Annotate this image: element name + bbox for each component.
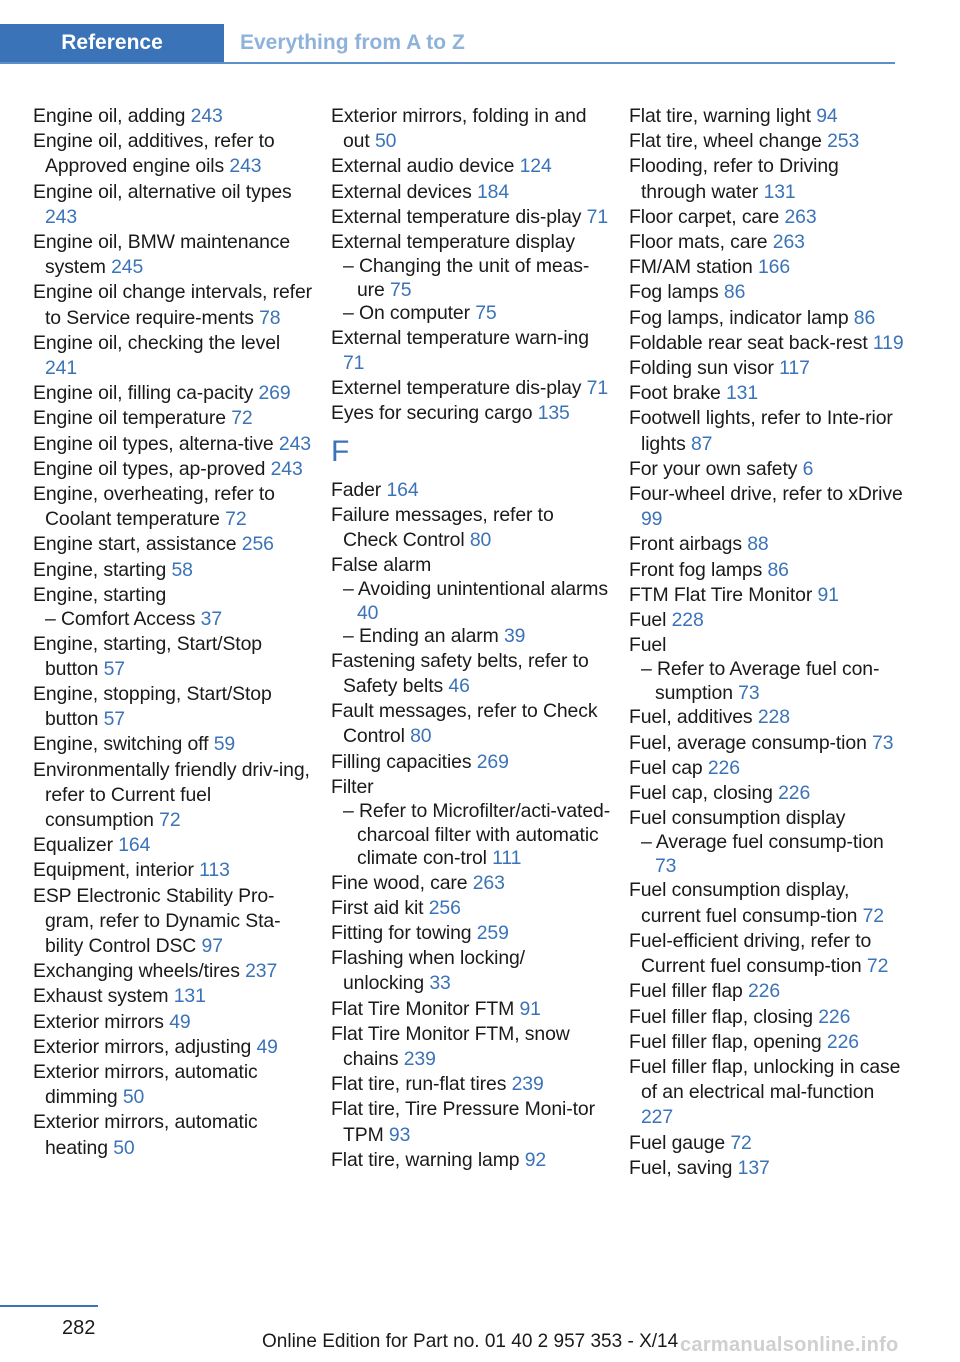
index-subentry <box>331 625 611 649</box>
entry-text: Flashing when locking/ unlocking <box>331 947 525 995</box>
page-link[interactable]: 71 <box>343 351 365 374</box>
index-column-3 <box>629 104 909 1181</box>
entry-text: Flat tire, run-flat tires <box>331 1073 512 1096</box>
page-link[interactable]: 97 <box>201 935 223 957</box>
page-link[interactable]: 237 <box>245 960 278 983</box>
entry-text: ESP Electronic Stability Pro‐gram, refer to Dynamic Sta‐bility Control DSC <box>33 884 281 957</box>
page-link[interactable]: 226 <box>818 1005 851 1028</box>
entry-text: Engine, starting <box>33 583 167 606</box>
page-link[interactable]: 131 <box>725 382 759 405</box>
page-link[interactable]: 75 <box>475 302 497 325</box>
page-link[interactable]: 50 <box>374 130 397 153</box>
page-link[interactable]: 40 <box>357 601 379 624</box>
page-link[interactable]: 46 <box>448 675 470 698</box>
index-subentry <box>331 255 611 302</box>
page-link[interactable]: 226 <box>748 980 781 1003</box>
page-link[interactable]: 72 <box>231 407 253 430</box>
entry-text: Fog lamps <box>629 281 724 304</box>
entry-text: Fog lamps, indicator lamp <box>629 306 854 329</box>
entry-text: External audio device <box>331 155 520 178</box>
index-entry <box>629 781 909 806</box>
index-entry <box>629 1030 909 1055</box>
index-entry <box>629 129 909 154</box>
entry-text: Fuel filler flap <box>629 980 748 1003</box>
index-entry <box>629 756 909 781</box>
page-link[interactable]: 239 <box>403 1047 436 1070</box>
entry-text: – Ending an alarm <box>343 625 504 648</box>
entry-text: Flat Tire Monitor FTM, snow chains <box>331 1022 570 1070</box>
index-entry <box>629 705 909 730</box>
page-link[interactable]: 39 <box>503 625 526 648</box>
entry-text: Environmentally friendly driv‐ing, refer to Current fuel consumption <box>33 758 310 831</box>
page-link[interactable]: 124 <box>519 155 552 178</box>
page-link[interactable]: 73 <box>872 731 894 754</box>
index-entry <box>629 532 909 557</box>
entry-text: Exterior mirrors, folding in and out <box>331 105 587 153</box>
entry-text: Engine oil temperature <box>33 407 232 430</box>
index-entry <box>33 280 313 330</box>
page-link[interactable]: 37 <box>200 608 223 631</box>
page-header <box>0 24 895 64</box>
entry-text: Fuel, additives <box>629 706 758 729</box>
entry-text: Engine oil, checking the level <box>33 331 281 354</box>
index-entry <box>331 503 611 553</box>
page-link[interactable]: 184 <box>476 180 510 203</box>
page-link[interactable]: 80 <box>469 528 492 551</box>
index-letter-heading: F <box>331 434 350 468</box>
entry-text: Exchanging wheels/tires <box>33 960 246 983</box>
page-link[interactable]: 75 <box>390 278 412 301</box>
page-link[interactable]: 253 <box>827 130 860 153</box>
index-entry <box>33 732 313 757</box>
page-link[interactable]: 245 <box>111 256 144 279</box>
index-entry <box>33 558 313 583</box>
index-entry <box>331 921 611 946</box>
watermark: carmanualsonline.info <box>680 1334 899 1356</box>
page-link[interactable]: 226 <box>826 1030 859 1053</box>
index-entry <box>629 356 909 381</box>
index-subentry <box>331 302 611 326</box>
index-entry <box>33 532 313 557</box>
index-entry <box>629 878 909 928</box>
entry-text: – Refer to Microfilter/acti‐vated-charcoal filter with automatic climate con‐trol <box>343 800 611 870</box>
entry-text: Exterior mirrors, adjusting <box>33 1035 257 1058</box>
entry-text: – Average fuel consump‐tion <box>641 831 884 854</box>
entry-text: Equalizer <box>33 834 119 857</box>
page-link[interactable]: 269 <box>258 382 291 405</box>
entry-text: First aid kit <box>331 896 429 919</box>
entry-text: Fuel consumption display, current fuel consump‐tion <box>629 879 863 927</box>
entry-text: Flat tire, wheel change <box>629 130 828 153</box>
page-link[interactable]: 33 <box>429 972 451 995</box>
index-entry <box>629 205 909 230</box>
page-link[interactable]: 6 <box>802 457 814 480</box>
index-entry <box>331 553 611 578</box>
page-link[interactable]: 71 <box>586 377 609 400</box>
entry-text: Flat Tire Monitor FTM <box>331 997 520 1020</box>
index-entry <box>33 884 313 960</box>
entry-text: Engine oil, BMW maintenance system <box>33 231 291 279</box>
index-entry <box>629 1131 909 1156</box>
index-entry <box>629 608 909 633</box>
index-entry <box>629 633 909 658</box>
entry-text: Fitting for towing <box>331 921 477 944</box>
page-link[interactable]: 93 <box>388 1123 411 1146</box>
index-entry <box>331 699 611 749</box>
index-column-1 <box>33 104 313 1161</box>
entry-text: FM/AM station <box>629 256 758 279</box>
page-link[interactable]: 113 <box>199 859 230 882</box>
index-entry <box>33 432 313 457</box>
page-link[interactable]: 164 <box>118 834 151 857</box>
page-link[interactable]: 243 <box>270 457 303 480</box>
page-link[interactable]: 256 <box>241 533 274 556</box>
index-entry <box>33 984 313 1009</box>
entry-text: External temperature warn‐ing <box>331 326 589 349</box>
index-entry <box>331 750 611 775</box>
entry-text: Flat tire, warning lamp <box>331 1148 525 1171</box>
page-link[interactable]: 259 <box>476 921 509 944</box>
index-entry <box>33 959 313 984</box>
entry-text: Engine, overheating, refer to Coolant temperature <box>33 483 275 531</box>
entry-text: Footwell lights, refer to Inte‐rior lights <box>629 407 893 455</box>
entry-text: Fuel filler flap, opening <box>629 1030 827 1053</box>
page-link[interactable]: 256 <box>428 896 461 919</box>
entry-text: Fuel <box>629 609 672 632</box>
entry-text: Fuel filler flap, closing <box>629 1005 819 1028</box>
page-link[interactable]: 86 <box>767 558 789 581</box>
entry-text: Folding sun visor <box>629 357 780 380</box>
index-subentry <box>629 831 909 878</box>
index-entry <box>629 979 909 1004</box>
index-entry <box>629 406 909 456</box>
index-entry <box>629 457 909 482</box>
entry-text: – On computer <box>343 302 476 325</box>
index-entry <box>33 833 313 858</box>
entry-text: Floor carpet, care <box>629 205 785 228</box>
index-entry <box>331 478 611 503</box>
page-link[interactable]: 49 <box>256 1035 278 1058</box>
page-link[interactable]: 58 <box>171 558 193 581</box>
page-link[interactable]: 166 <box>757 256 791 279</box>
index-entry <box>33 381 313 406</box>
index-entry <box>629 255 909 280</box>
entry-text: Flooding, refer to Driving through water <box>629 155 839 203</box>
page-link[interactable]: 263 <box>472 871 505 894</box>
page-link[interactable]: 72 <box>730 1131 752 1154</box>
page-link[interactable]: 50 <box>113 1136 135 1159</box>
page-link[interactable]: 71 <box>586 205 609 228</box>
page-link[interactable]: 227 <box>641 1106 674 1129</box>
page-link[interactable]: 269 <box>476 750 509 773</box>
entry-text: Engine, starting, Start/Stop button <box>33 632 262 680</box>
page-link[interactable]: 92 <box>524 1148 547 1171</box>
entry-text: Failure messages, refer to Check Control <box>331 503 554 551</box>
index-entry <box>629 583 909 608</box>
index-subentry <box>331 578 611 625</box>
index-entry <box>331 1022 611 1072</box>
entry-text: Engine oil, additives, refer to Approved engine oils <box>33 130 275 178</box>
entry-text: Fuel-efficient driving, refer to Current fuel consump‐tion <box>629 929 872 978</box>
entry-text: Flat tire, Tire Pressure Moni‐tor TPM <box>331 1098 595 1146</box>
index-entry <box>331 154 611 179</box>
page-link[interactable]: 226 <box>778 782 811 805</box>
page-link[interactable]: 72 <box>225 508 247 531</box>
entry-text: Fastening safety belts, refer to Safety belts <box>331 649 589 698</box>
entry-text: Fault messages, refer to Check Control <box>331 700 598 748</box>
index-entry <box>331 326 611 376</box>
index-entry <box>331 104 611 154</box>
page-link[interactable]: 73 <box>655 854 677 877</box>
entry-text: Fine wood, care <box>331 871 473 894</box>
page-link[interactable]: 243 <box>45 205 78 228</box>
page-link[interactable]: 88 <box>747 533 769 556</box>
entry-text: Floor mats, care <box>629 231 773 254</box>
index-entry <box>331 1097 611 1147</box>
index-subentry <box>331 800 611 871</box>
entry-text: Filling capacities <box>331 750 477 773</box>
entry-text: Engine, stopping, Start/Stop button <box>33 682 272 731</box>
entry-text: Flat tire, warning light <box>629 105 817 127</box>
entry-text: Externel temperature dis‐play <box>331 377 587 400</box>
index-subentry <box>629 658 909 705</box>
index-entry <box>33 482 313 532</box>
index-entry <box>629 381 909 406</box>
page-link[interactable]: 72 <box>159 808 181 831</box>
page-link[interactable]: 131 <box>173 985 206 1008</box>
index-entry <box>629 1005 909 1030</box>
page-link[interactable]: 73 <box>738 681 760 704</box>
index-entry <box>331 946 611 996</box>
entry-text: FTM Flat Tire Monitor <box>629 583 818 606</box>
entry-text: Fuel, saving <box>629 1156 738 1179</box>
page-link[interactable]: 86 <box>723 281 746 304</box>
index-entry <box>331 401 611 426</box>
page-link[interactable]: 86 <box>853 306 876 329</box>
entry-text: Fuel cap <box>629 756 708 779</box>
index-entry <box>331 230 611 255</box>
page-link[interactable]: 239 <box>511 1073 544 1096</box>
index-entry <box>331 180 611 205</box>
index-entry <box>33 331 313 381</box>
entry-text: Front fog lamps <box>629 558 768 581</box>
page-link[interactable]: 72 <box>862 904 884 927</box>
page-link[interactable]: 50 <box>122 1086 145 1109</box>
index-entry <box>33 457 313 482</box>
entry-text: Engine start, assistance <box>33 533 242 556</box>
index-entry <box>33 632 313 682</box>
entry-text: External temperature dis‐play <box>331 205 587 228</box>
entry-text: Fader <box>331 478 387 501</box>
index-entry <box>629 929 909 979</box>
entry-text: Foldable rear seat back‐rest <box>629 331 873 354</box>
entry-text: Four-wheel drive, refer to xDrive <box>629 483 903 506</box>
entry-text: External temperature display <box>331 231 576 254</box>
index-entry <box>33 180 313 230</box>
page-link[interactable]: 135 <box>537 402 570 425</box>
index-entry <box>33 1110 313 1160</box>
entry-text: External devices <box>331 180 477 203</box>
page-link[interactable]: 91 <box>817 583 839 606</box>
page-link[interactable]: 59 <box>213 733 236 756</box>
page-link[interactable]: 263 <box>772 231 805 254</box>
page-number: 282 <box>62 1317 96 1339</box>
entry-text: Fuel filler flap, unlocking in case of an electrical mal‐function <box>629 1055 901 1104</box>
entry-text: Engine oil change intervals, refer to Service require‐ments <box>33 281 313 329</box>
page-link[interactable]: 131 <box>763 180 796 203</box>
index-entry <box>629 558 909 583</box>
page-link[interactable]: 226 <box>707 756 740 779</box>
index-entry <box>33 583 313 608</box>
entry-text: – Changing the unit of meas‐ure <box>343 255 590 301</box>
entry-text: Engine oil types, ap‐proved <box>33 457 271 480</box>
page-link[interactable]: 91 <box>519 997 541 1020</box>
page-link[interactable]: 228 <box>671 609 704 632</box>
entry-text: Fuel <box>629 634 667 657</box>
page-link[interactable]: 241 <box>45 357 78 380</box>
page-link[interactable]: 57 <box>103 708 125 731</box>
entry-text: Exhaust system <box>33 985 174 1008</box>
index-entry <box>33 1060 313 1110</box>
index-entry <box>33 406 313 431</box>
page-link[interactable]: 49 <box>169 1010 191 1033</box>
index-entry <box>331 1072 611 1097</box>
page-link[interactable]: 87 <box>690 432 713 455</box>
page-link[interactable]: 99 <box>641 508 663 531</box>
entry-text: Equipment, interior <box>33 859 200 882</box>
entry-text: Filter <box>331 775 374 798</box>
entry-text: For your own safety <box>629 457 803 480</box>
page-link[interactable]: 80 <box>410 725 432 748</box>
page-link[interactable]: 243 <box>229 155 262 178</box>
entry-text: – Comfort Access <box>45 608 201 631</box>
index-entry <box>331 871 611 896</box>
entry-text: Engine oil, adding <box>33 105 191 127</box>
entry-text: – Avoiding unintentional alarms <box>343 578 608 601</box>
page-link[interactable]: 57 <box>103 657 125 680</box>
entry-text: Engine oil, filling ca‐pacity <box>33 382 259 405</box>
page-link[interactable]: 111 <box>492 847 522 870</box>
entry-text: Engine oil, alternative oil types <box>33 180 292 203</box>
entry-text: Engine oil types, alterna‐tive <box>33 432 279 455</box>
index-entry <box>629 154 909 204</box>
index-entry <box>331 896 611 921</box>
index-entry <box>629 104 909 129</box>
index-entry <box>331 997 611 1022</box>
entry-text: Foot brake <box>629 382 726 405</box>
index-entry <box>33 230 313 280</box>
entry-text: Eyes for securing cargo <box>331 402 538 425</box>
index-entry <box>629 1156 909 1181</box>
page-link[interactable]: 228 <box>757 706 790 729</box>
entry-text: Fuel consumption display <box>629 807 846 830</box>
index-subentry <box>33 608 313 632</box>
page-link[interactable]: 94 <box>816 105 838 127</box>
index-entry <box>629 306 909 331</box>
index-entry <box>629 230 909 255</box>
index-entry <box>629 280 909 305</box>
index-entry <box>33 858 313 883</box>
page-link[interactable]: 243 <box>278 432 311 455</box>
index-entry <box>629 806 909 831</box>
page-link[interactable]: 72 <box>866 955 889 978</box>
index-column-2 <box>331 104 611 1173</box>
entry-text: False alarm <box>331 554 432 577</box>
entry-text: Exterior mirrors, automatic dimming <box>33 1061 258 1109</box>
header-title[interactable]: Everything from A to Z <box>240 31 465 54</box>
page-link[interactable]: 78 <box>259 306 281 329</box>
entry-text: Fuel gauge <box>629 1131 731 1154</box>
index-entry <box>629 331 909 356</box>
index-entry <box>33 1035 313 1060</box>
entry-text: – Refer to Average fuel con‐sumption <box>641 658 880 704</box>
entry-text: Front airbags <box>629 533 748 556</box>
entry-text: Exterior mirrors, automatic heating <box>33 1111 258 1159</box>
page-link[interactable]: 164 <box>386 478 419 501</box>
index-entry <box>331 1148 611 1173</box>
index-entry <box>629 1055 909 1131</box>
page-link[interactable]: 119 <box>872 331 904 354</box>
page-link[interactable]: 117 <box>779 357 810 380</box>
index-entry <box>629 482 909 532</box>
entry-text: Engine, switching off <box>33 733 214 756</box>
page-link[interactable]: 137 <box>737 1156 770 1179</box>
index-entry <box>331 205 611 230</box>
index-entry <box>33 682 313 732</box>
index-entry <box>629 731 909 756</box>
section-tab[interactable]: Reference <box>0 24 224 62</box>
index-entry <box>331 376 611 401</box>
index-entry <box>331 649 611 699</box>
index-entry <box>33 104 313 129</box>
edition-note: Online Edition for Part no. 01 40 2 957 353 - X/14 <box>262 1331 679 1352</box>
index-entry <box>33 129 313 179</box>
page-link[interactable]: 243 <box>190 105 223 127</box>
page-link[interactable]: 263 <box>784 205 817 228</box>
index-entry <box>33 1010 313 1035</box>
index-entry <box>331 775 611 800</box>
footer-rule <box>0 1305 98 1307</box>
entry-text: Exterior mirrors <box>33 1010 170 1033</box>
entry-text: Engine, starting <box>33 558 172 581</box>
entry-text: Fuel, average consump‐tion <box>629 731 873 754</box>
entry-text: Fuel cap, closing <box>629 782 779 805</box>
index-entry <box>33 758 313 834</box>
